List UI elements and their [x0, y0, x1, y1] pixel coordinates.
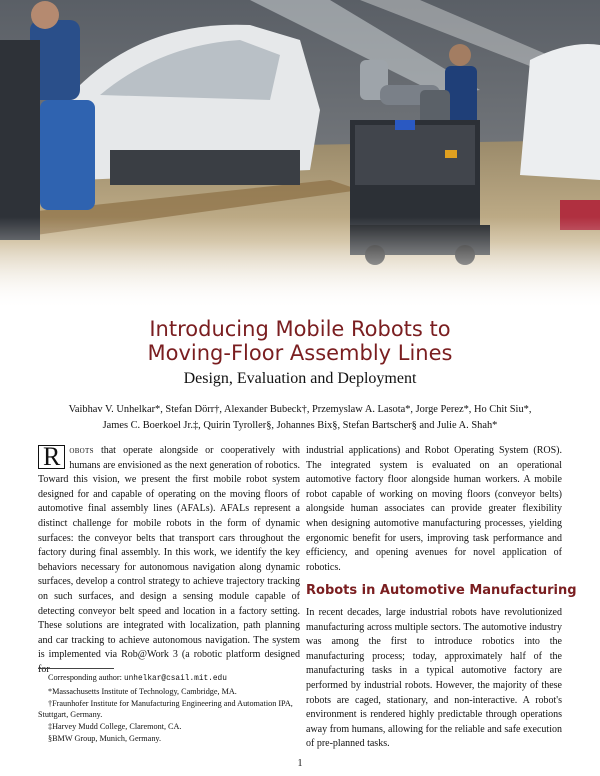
corresponding-label: Corresponding author: — [48, 673, 122, 682]
footnote-fraunhofer: †Fraunhofer Institute for Manufacturing Engineering and Automation IPA, Stuttgart, Germany. — [38, 698, 293, 720]
paper-title-line-2: Moving-Floor Assembly Lines — [147, 341, 453, 365]
section-paragraph: In recent decades, large industrial robots have revolutionized manufacturing across multiple sectors. The automotive industry was among the first to introduce robotics into the manufacturing process; today, approximately half of the manufacturing tasks in a typical automotive factory are performed by industrial robots. However, the majority of these robots are caged, stationary, and non-interactive. A robot's environment is rendered highly predictable through operations away from humans, allowing for the reliable and safe execution of pre-planned tasks. — [306, 607, 562, 750]
author-list — [38, 402, 562, 433]
corresponding-email: unhelkar@csail.mit.edu — [123, 675, 227, 683]
author-line-2: James C. Boerkoel Jr.‡, Quirin Tyroller§, Johannes Bix§, Stefan Bartscher§ and Julie A. Shah* — [102, 419, 498, 431]
intro-text: that operate alongside or cooperatively with humans are envisioned as the next generation of robotics. Toward this vision, we present the first mobile robot system designed for and capable of operating on the moving floors of automotive final assembly lines (AFALs). AFALs represent a distinct challenge for mobile robots in the form of dynamic surfaces: the conveyor belts that transport cars throughout the factory during final assembly. In this work, we identify the key behaviors necessary for autonomous navigation along dynamic surfaces, develop a control strategy to achieve trajectory tracking on such surfaces, and design a sensing module capable of detecting conveyor belt speed and location in a factory setting. These solutions are integrated with localization, path planning and car tracking to achieve autonomous navigation. The system is implemented via Rob@Work 3 (a robotic platform designed for — [38, 445, 300, 675]
section-heading: Robots in Automotive Manufacturing — [306, 583, 577, 598]
paper-subtitle: Design, Evaluation and Deployment — [183, 370, 417, 387]
factory-photo — [0, 0, 600, 310]
footnotes — [38, 672, 300, 745]
footnote-bmw: §BMW Group, Munich, Germany. — [48, 733, 162, 743]
paper-title-line-1: Introducing Mobile Robots to — [149, 317, 451, 341]
footnote-rule — [38, 668, 114, 669]
intro-paragraph — [38, 444, 300, 678]
page-number: 1 — [297, 758, 303, 769]
intro-continuation: industrial applications) and Robot Operating System (ROS). The integrated system is evaluated on an operational automotive factory floor alongside human workers. A mobile robot capable of working on moving floors (conveyor belts) alongside human associates can provide greater flexibility when designing automotive manufacturing processes, yielding ergonomic benefit for users, improving task performance and efficiency, and opening avenues for novel application of robotics. — [306, 445, 562, 573]
drop-cap: R — [38, 445, 65, 469]
factory-photo-illustration — [0, 0, 600, 310]
footnote-mit: *Massachusetts Institute of Technology, Cambridge, MA. — [48, 686, 237, 696]
corresponding-author — [38, 672, 300, 686]
author-line-1: Vaibhav V. Unhelkar*, Stefan Dörr†, Alexander Bubeck†, Przemyslaw A. Lasota*, Jorge Perez*, Ho Chit Siu*, — [68, 404, 532, 415]
intro-smallcaps: obots — [69, 445, 94, 456]
footnote-harvey-mudd: ‡Harvey Mudd College, Claremont, CA. — [48, 722, 182, 732]
